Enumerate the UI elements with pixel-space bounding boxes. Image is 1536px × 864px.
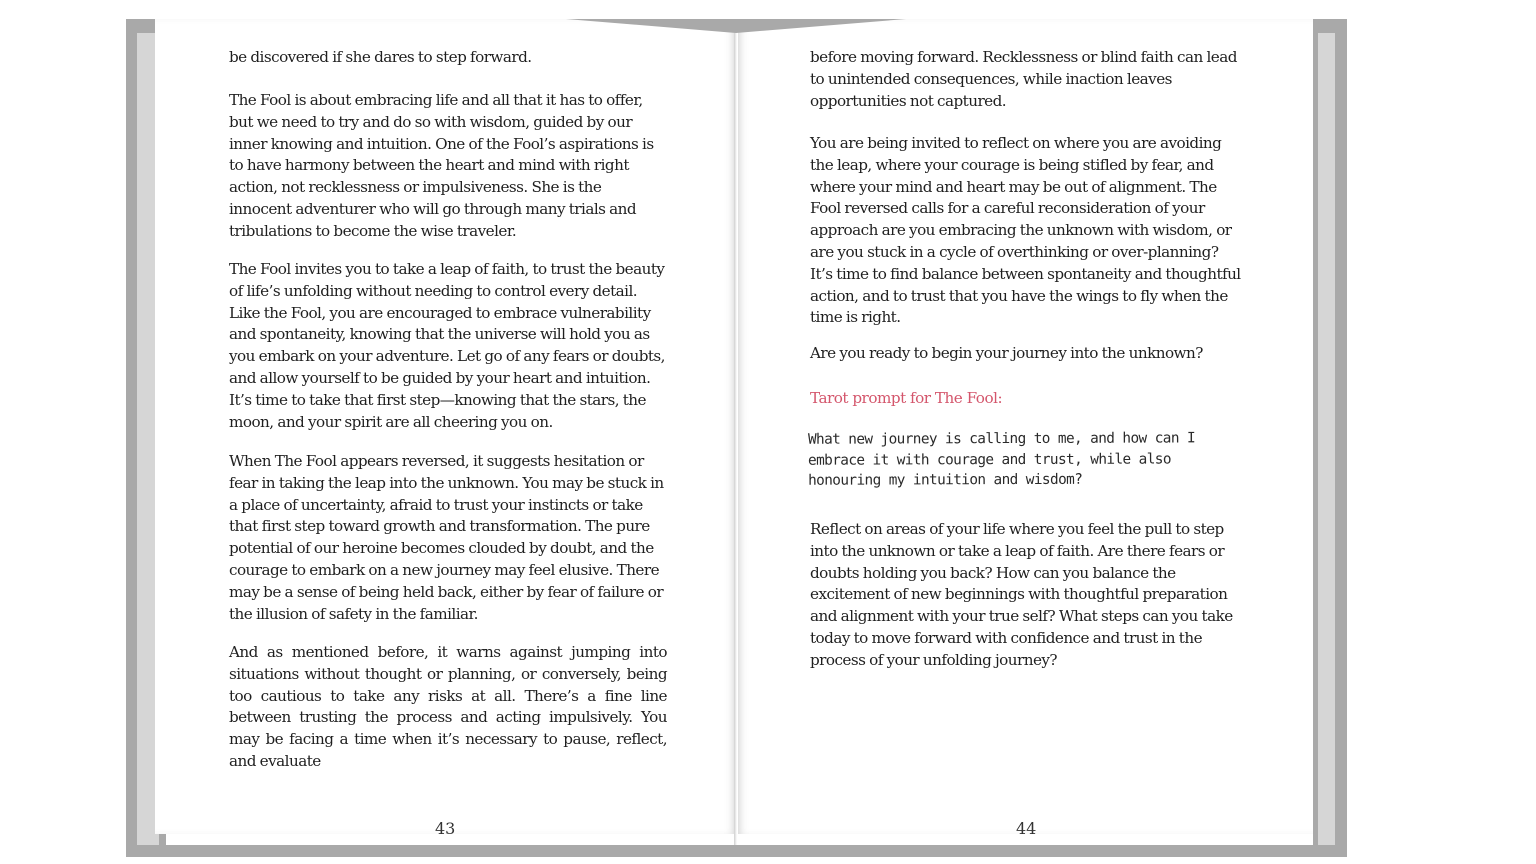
left-paragraph-4 (229, 451, 667, 625)
book-spine-gutter (734, 30, 737, 845)
book-cover-bottom (126, 845, 1347, 857)
page-number-right: 44 (1016, 819, 1037, 834)
page-number-left: 43 (435, 819, 456, 834)
top-edge-shadow (566, 19, 906, 33)
paragraph-text: The Fool invites you to take a leap of faith, to trust the beauty of life’s unfolding without needing to control every detail. Like the Fool, you are encouraged to embrace vulnerability and spontaneity, knowing that the universe will hold you as you embark on your adventure. Let go of any fears or doubts, and allow yourself to be guided by your heart and intuition. It’s time to take that first step—knowing that the stars, the moon, and your spirit are all cheering you on. (229, 260, 665, 431)
reflection-paragraph (810, 519, 1242, 672)
left-paragraph-1 (229, 47, 667, 69)
page-stack-right (1318, 33, 1335, 845)
paragraph-text: And as mentioned before, it warns against jumping into situations without thought or planning, or conversely, being too cautious to take any risks at all. There’s a fine line between trusting the process and acting impulsively. You may be facing a time when it’s necessary to pause, reflect, and evaluate (229, 643, 667, 770)
left-paragraph-2 (229, 90, 667, 243)
paragraph-text: Reflect on areas of your life where you feel the pull to step into the unknown or take a leap of faith. Are there fears or doubts holding you back? How can you balance the excitement of new beginnings with thoughtful preparation and alignment with your true self? What steps can you take today to move forward with confidence and trust in the process of your unfolding journey? (810, 520, 1233, 669)
paragraph-text: The Fool is about embracing life and all that it has to offer, but we need to try and do so with wisdom, guided by our inner knowing and intuition. One of the Fool’s aspirations is to have harmony between the heart and mind with right action, not recklessness or impulsiveness. She is the innocent adventurer who will go through many trials and tribulations to become the wise traveler. (229, 91, 654, 240)
book-top-edge (0, 0, 1536, 40)
tarot-prompt-title: Tarot prompt for The Fool: (810, 389, 1003, 407)
right-paragraph-3 (810, 343, 1242, 365)
right-paragraph-2 (810, 133, 1242, 329)
paragraph-text: Are you ready to begin your journey into the unknown? (810, 344, 1203, 362)
tarot-prompt-handwritten: What new journey is calling to me, and how can I embrace it with courage and trust, while also honouring my intuition and wisdom? (807, 430, 1196, 490)
paragraph-text: You are being invited to reflect on where you are avoiding the leap, where your courage is being stifled by fear, and where your mind and heart may be out of alignment. The Fool reversed calls for a careful reconsideration of your approach are you embracing the unknown with wisdom, or are you stuck in a cycle of overthinking or over-planning? It’s time to find balance between spontaneity and thoughtful action, and to trust that you have the wings to fly when the time is right. (810, 134, 1241, 327)
paragraph-text: be discovered if she dares to step forward. (229, 48, 532, 66)
left-page (155, 19, 735, 834)
left-paragraph-3 (229, 259, 667, 433)
right-paragraph-1 (810, 47, 1242, 112)
right-page (738, 19, 1313, 834)
paragraph-text: When The Fool appears reversed, it suggests hesitation or fear in taking the leap into the unknown. You may be stuck in a place of uncertainty, afraid to trust your instincts or take that first step toward growth and transformation. The pure potential of our heroine becomes clouded by doubt, and the courage to embark on a new journey may feel elusive. There may be a sense of being held back, either by fear of failure or the illusion of safety in the familiar. (229, 452, 664, 623)
left-paragraph-5 (229, 642, 667, 773)
paragraph-text: before moving forward. Recklessness or blind faith can lead to unintended consequences, while inaction leaves opportunities not captured. (810, 48, 1237, 110)
